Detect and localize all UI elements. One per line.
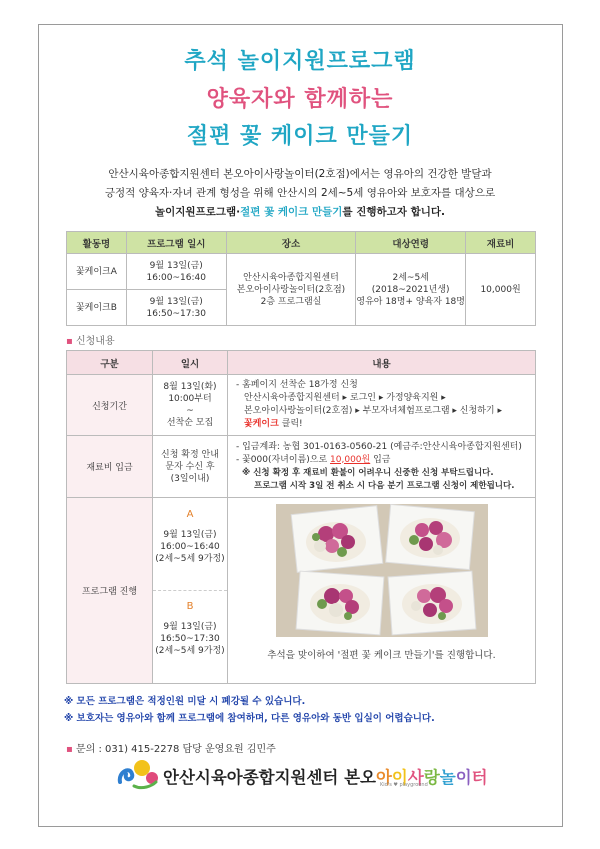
session-b-line: 9월 13일(금) [163,621,217,632]
flower-cake-image [276,504,488,637]
intro-line: 안산시육아종합지원센터 본오아이사랑놀이터(2호점)에서는 영유아의 건강한 발달과 [108,168,492,180]
period-date-line: 8월 13일(화) [163,382,217,392]
period-date [153,375,228,436]
age-line: 2세~5세 [392,272,429,283]
activity-datetime [126,254,226,290]
payment-date [153,436,228,498]
program-content [228,498,536,684]
cake-link-text: 꽃케이크 [244,419,279,429]
section-heading: ▪ 신청내용 [66,336,115,347]
payment-amount-line [236,454,527,467]
period-content [228,375,536,436]
program-caption: 추석을 맞이하여 '절편 꽃 케이크 만들기'를 진행합니다. [267,650,496,661]
fee-cell: 10,000원 [466,254,536,326]
flower-cake-photo [276,504,488,637]
inquiry-text: 문의 : 031) 415-2278 담당 운영요원 김민주 [75,744,276,755]
activity-time: 16:50~17:30 [146,308,206,319]
bullet-icon: ▪ [66,744,73,755]
intro-program-type: 놀이지원프로그램· [155,206,241,218]
period-date-line: ~ [186,406,194,416]
period-content-line: 본오아이사랑놀이터(2호점) ▸ 부모자녀체험프로그램 ▸ 신청하기 ▸ [244,406,502,416]
activity-date: 9월 13일(금) [149,296,203,307]
header-place: 장소 [226,232,356,254]
intro-paragraph [60,165,540,222]
place-cell [226,254,356,326]
place-line: 2층 프로그램실 [260,296,322,307]
playground-tagline: Kid's ♥ playground [380,782,428,788]
activity-datetime [126,290,226,326]
intro-program-name: 절편 꽃 케이크 만들기 [240,206,343,218]
header-fee: 재료비 [466,232,536,254]
title-line-3: 절편 꽃 케이크 만들기 [186,124,414,149]
schedule-header-row [67,232,536,254]
table-row [67,498,536,684]
header-age: 대상연령 [356,232,466,254]
period-label: 신청기간 [67,375,153,436]
program-sessions [153,498,228,684]
center-logo-icon [116,756,160,790]
payment-date-line: 신청 확정 안내 [161,449,219,460]
center-name: 안산시육아종합지원센터 본오 [163,768,376,787]
brand-letter: 이 [391,768,408,787]
header-activity: 활동명 [67,232,127,254]
age-cell [356,254,466,326]
brand-letter: 아 [375,768,392,787]
notice-line: ※ 모든 프로그램은 적정인원 미달 시 폐강될 수 있습니다. [64,696,306,707]
period-content-line: - 홈페이지 선착순 18가정 신청 [236,380,358,390]
table-row [67,254,536,290]
brand-letter: 사 [407,768,424,787]
payment-label: 재료비 입금 [67,436,153,498]
payment-account: - 입금계좌: 농협 301-0163-0560-21 (예금주:안산시육아종합지원센터) [236,441,522,452]
refund-note: ※ 신청 확정 후 재료비 환불이 어려우니 신중한 신청 부탁드립니다. [242,467,494,478]
apply-header-row [67,351,536,375]
brand-letter: 랑 [423,768,440,787]
payment-name-rule: - 꽃000(자녀이름)으로 [236,454,331,465]
intro-line: 긍정적 양육자·자녀 관계 형성을 위해 안산시의 2세~5세 영유아와 보호자를 대상으로 [104,187,496,199]
center-logo-text [163,764,488,788]
session-b-tag: B [186,600,194,612]
session-b [153,591,227,683]
schedule-table [66,231,536,326]
brand-letter: 놀 [439,768,456,787]
session-a [153,499,227,591]
activity-date: 9월 13일(금) [149,260,203,271]
session-b-line: 16:50~17:30 [160,633,220,644]
period-date-line: 10:00부터 [168,394,212,404]
payment-content [228,436,536,498]
header-datetime: 프로그램 일시 [126,232,226,254]
table-row [67,436,536,498]
program-label: 프로그램 진행 [67,498,153,684]
brand-letter: 터 [471,768,488,787]
header-content: 내용 [228,351,536,375]
header-category: 구분 [67,351,153,375]
session-a-tag: A [186,508,194,520]
age-line: (2018~2021년생) [371,284,450,295]
session-a-line: 16:00~16:40 [160,541,220,552]
header-date: 일시 [153,351,228,375]
session-a-line: 9월 13일(금) [163,529,217,540]
period-date-line: 선착순 모집 [166,418,214,428]
intro-line-end: 를 진행하고자 합니다. [342,206,445,218]
activity-name: 꽃케이크A [67,254,127,290]
title-line-1: 추석 놀이지원프로그램 [184,49,416,74]
session-b-line: (2세~5세 9가정) [155,645,225,656]
period-content-line: 안산시육아종합지원센터 ▸ 로그인 ▸ 가정양육지원 ▸ [244,393,446,403]
table-row [67,375,536,436]
age-line: 영유아 18명+ 양육자 18명 [356,296,465,307]
click-text: 클릭! [278,419,303,429]
title-line-2: 양육자와 함께하는 [206,87,394,112]
activity-time: 16:00~16:40 [146,272,206,283]
payment-date-line: (3일이내) [170,473,210,484]
application-table [66,350,536,684]
session-a-line: (2세~5세 9가정) [155,553,225,564]
cancel-note: 프로그램 시작 3일 전 취소 시 다음 분기 프로그램 신청이 제한됩니다. [254,480,515,491]
place-line: 안산시육아종합지원센터 [243,272,339,283]
inquiry-line [66,740,276,755]
intro-line [60,203,540,222]
payment-amount: 10,000원 [330,454,371,465]
payment-date-line: 문자 수신 후 [165,461,215,472]
period-content-line [236,418,527,431]
notice-line: ※ 보호자는 영유아와 함께 프로그램에 참여하며, 다른 영유아와 동반 입실이 어렵습니다. [64,713,435,724]
activity-name: 꽃케이크B [67,290,127,326]
section-label: 신청내용 [75,336,115,347]
payment-suffix: 입금 [370,454,391,465]
brand-letter: 이 [455,768,472,787]
center-logo [116,756,506,790]
place-line: 본오아이사랑놀이터(2호점) [236,284,346,295]
